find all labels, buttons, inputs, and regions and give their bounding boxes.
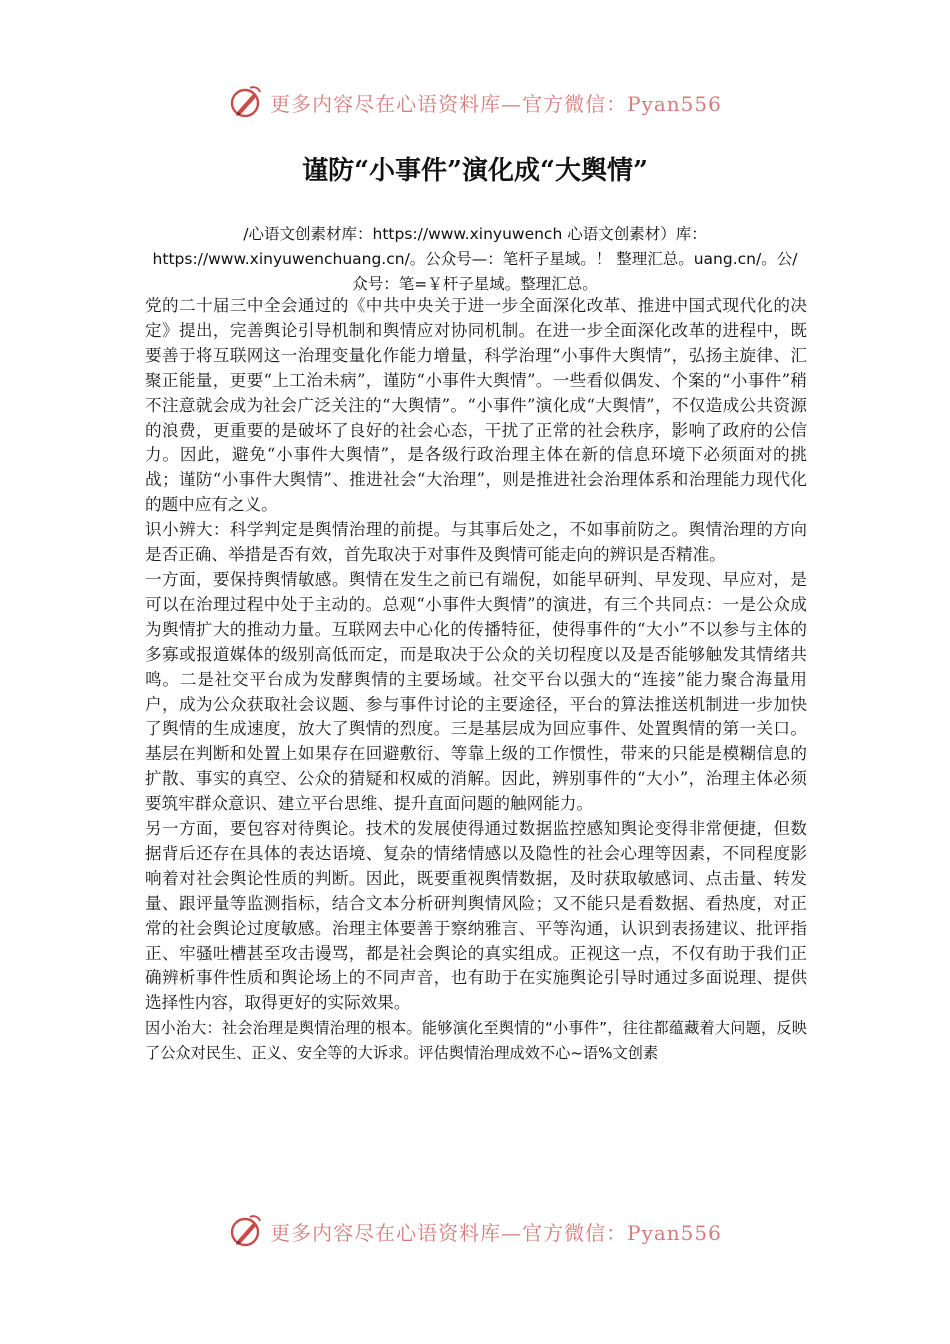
pen-logo-icon [228,1213,264,1249]
paragraph: 因小治大：社会治理是舆情治理的根本。能够演化至舆情的“小事件”，往往都蕴藏着大问题，反映了公众对民生、正义、安全等的大诉求。评估舆情治理成效不心~语%文创素 [145,1019,807,1063]
paragraph: 另一方面，要包容对待舆论。技术的发展使得通过数据监控感知舆论变得非常便捷，但数据背后还存在具体的表达语境、复杂的情绪情感以及隐性的社会心理等因素，不同程度影响着对社会舆论性质的判断。因此，既要重视舆情数据，及时获取敏感词、点击量、转发量、跟评量等监测指标，结合文本分析研判舆情风险；又不能只是看数据、看热度，对正常的社会舆论过度敏感。治理主体要善于察纳雅言、平等沟通，认识到表扬建议、批评指正、牢骚吐槽甚至攻击谩骂，都是社会舆论的真实组成。正视这一点，不仅有助于我们正确辨析事件性质和舆论场上的不同声音，也有助于在实施舆论引导时通过多面说理、提供选择性内容，取得更好的实际效果。 [145,819,807,1013]
banner-text: 更多内容尽在心语资料库—官方微信：Pyan556 [270,91,722,116]
header-banner [0,82,950,122]
paragraph: 识小辨大：科学判定是舆情治理的前提。与其事后处之，不如事前防之。舆情治理的方向是否正确、举措是否有效，首先取决于对事件及舆情可能走向的辨识是否精准。 [145,520,807,565]
banner-text: 更多内容尽在心语资料库—官方微信：Pyan556 [270,1220,722,1245]
paragraph: 党的二十届三中全会通过的《中共中央关于进一步全面深化改革、推进中国式现代化的决定》提出，完善舆论引导机制和舆情应对协同机制。在进一步全面深化改革的进程中，既要善于将互联网这一治理变量化作能力增量，科学治理“小事件大舆情”，弘扬主旋律、汇聚正能量，更要“上工治未病”，谨防“小事件大舆情”。一些看似偶发、个案的“小事件”稍不注意就会成为社会广泛关注的“大舆情”。“小事件”演化成“大舆情”，不仅造成公共资源的浪费，更重要的是破坏了良好的社会心态，干扰了正常的社会秩序，影响了政府的公信力。因此，避免“小事件大舆情”，是各级行政治理主体在新的信息环境下必须面对的挑战；谨防“小事件大舆情”、推进社会“大治理”，则是推进社会治理体系和治理能力现代化的题中应有之义。 [145,296,807,515]
paragraph: 一方面，要保持舆情敏感。舆情在发生之前已有端倪，如能早研判、早发现、早应对，是可以在治理过程中处于主动的。总观“小事件大舆情”的演进，有三个共同点：一是公众成为舆情扩大的推动力量。互联网去中心化的传播特征，使得事件的“大小”不以参与主体的多寡或报道媒体的级别高低而定，而是取决于公众的关切程度以及是否能够触发其情绪共鸣。二是社交平台成为发酵舆情的主要场域。社交平台以强大的“连接”能力聚合海量用户，成为公众获取社会议题、参与事件讨论的主要途径，平台的算法推送机制进一步加快了舆情的生成速度，放大了舆情的烈度。三是基层成为回应事件、处置舆情的第一关口。基层在判断和处置上如果存在回避敷衍、等靠上级的工作惯性，带来的只能是模糊信息的扩散、事实的真空、公众的猜疑和权威的消解。因此，辨别事件的“大小”，治理主体必须要筑牢群众意识、建立平台思维、提升直面问题的触网能力。 [145,569,807,814]
footer-banner [0,1211,950,1251]
source-line: /心语文创素材库：https://www.xinyuwench 心语文创素材）库：https://www.xinyuwenchuang.cn/。公众号—：笔杆子星域。！ 整理汇总。uang.cn/。公/众号：笔=￥杆子星域。整理汇总。 [152,225,798,293]
article-body [145,294,807,1066]
pen-logo-icon [228,84,264,120]
page-title: 谨防“小事件”演化成“大舆情” [302,156,648,186]
